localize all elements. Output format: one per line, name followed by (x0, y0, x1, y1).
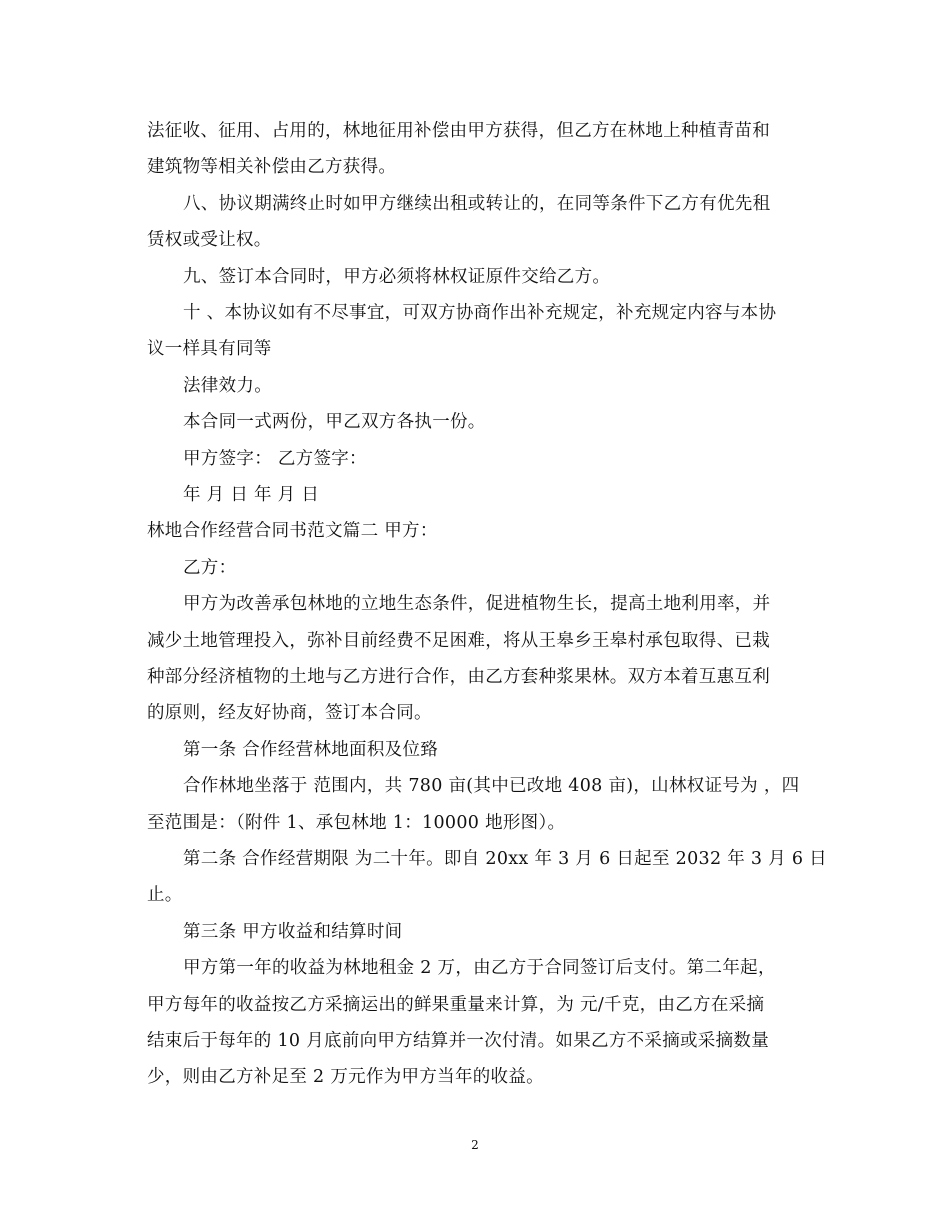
text-line: 十 、本协议如有不尽事宜，可双方协商作出补充规定，补充规定内容与本协 (183, 303, 777, 323)
clause-heading: 第三条 甲方收益和结算时间 (183, 922, 403, 942)
text-line: 止。 (147, 885, 183, 905)
text-line: 乙方： (183, 558, 237, 578)
text-line: 甲方每年的收益按乙方采摘运出的鲜果重量来计算，为 元/千克，由乙方在采摘 (147, 995, 765, 1015)
text-line: 结束后于每年的 10 月底前向甲方结算并一次付清。如果乙方不采摘或采摘数量 (147, 1031, 769, 1051)
text-line: 赁权或受让权。 (147, 230, 272, 250)
text-line: 第二条 合作经营期限 为二十年。即自 20xx 年 3 月 6 日起至 2032 年 3 月 6 日 (183, 849, 827, 869)
date-line: 年 月 日 年 月 日 (183, 485, 320, 505)
text-line: 法征收、征用、占用的，林地征用补偿由甲方获得，但乙方在林地上种植青苗和 (147, 121, 770, 141)
text-line: 少，则由乙方补足至 2 万元作为甲方当年的收益。 (147, 1067, 544, 1087)
text-line: 合作林地坐落于 范围内，共 780 亩(其中已改地 408 亩)，山林权证号为 ，四 (183, 776, 800, 796)
text-line: 至范围是：（附件 1、承包林地 1：10000 地形图）。 (147, 813, 566, 833)
clause-heading: 第一条 合作经营林地面积及位臵 (183, 740, 439, 760)
text-line: 本合同一式两份，甲乙双方各执一份。 (183, 412, 486, 432)
text-line: 减少土地管理投入，弥补目前经费不足困难，将从王皋乡王皋村承包取得、已栽 (147, 631, 770, 651)
signature-line: 甲方签字： 乙方签字： (183, 449, 367, 469)
page-number: 2 (471, 1138, 479, 1152)
text-line: 甲方为改善承包林地的立地生态条件，促进植物生长，提高土地利用率，并 (183, 594, 771, 614)
text-line: 议一样具有同等 (147, 339, 272, 359)
text-line: 种部分经济植物的土地与乙方进行合作，由乙方套种浆果林。双方本着互惠互利 (147, 667, 770, 687)
text-line: 甲方第一年的收益为林地租金 2 万，由乙方于合同签订后支付。第二年起， (183, 958, 776, 978)
text-line: 八、协议期满终止时如甲方继续出租或转让的，在同等条件下乙方有优先租 (183, 194, 771, 214)
text-line: 法律效力。 (183, 376, 272, 396)
section-heading: 林地合作经营合同书范文篇二 甲方： (147, 521, 438, 541)
text-line: 的原则，经友好协商，签订本合同。 (147, 703, 432, 723)
text-line: 九、签订本合同时，甲方必须将林权证原件交给乙方。 (183, 267, 611, 287)
text-line: 建筑物等相关补偿由乙方获得。 (147, 157, 397, 177)
